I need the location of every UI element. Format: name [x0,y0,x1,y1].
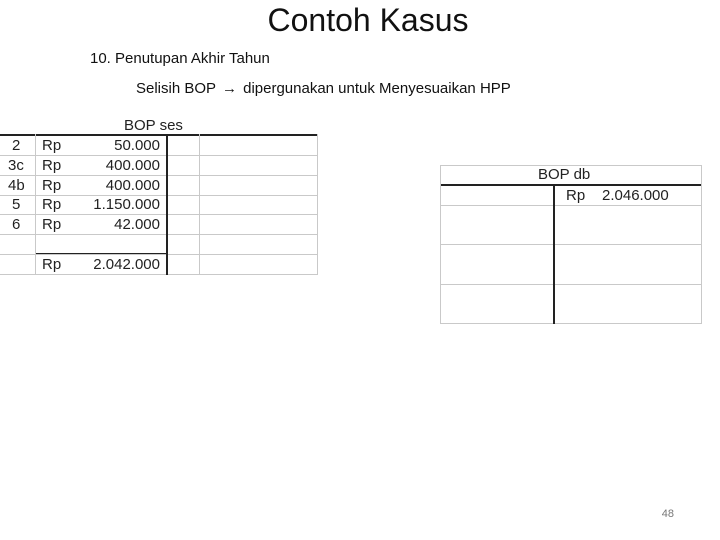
row-currency: Rp [42,196,62,213]
row-currency: Rp [42,177,62,194]
section-heading: 10. Penutupan Akhir Tahun [90,50,270,67]
arrow-right-icon: → [221,80,237,97]
entry-currency: Rp [566,187,586,204]
grid-line [701,165,702,324]
row-currency: Rp [42,157,62,174]
row-ref: 3c [8,157,24,174]
total-amount: 2.042.000 [93,256,160,273]
row-amount: 42.000 [114,216,160,233]
row-ref: 4b [8,177,25,194]
row-amount: 400.000 [105,177,160,194]
note-after: dipergunakan untuk Menyesuaikan HPP [243,80,511,97]
row-amount: 400.000 [105,157,160,174]
grid-line [440,284,702,285]
row-ref: 5 [12,196,21,213]
row-ref: 2 [12,137,21,154]
bop-db-header: BOP db [538,166,591,183]
entry-amount: 2.046.000 [602,187,669,204]
row-ref: 6 [12,216,21,233]
total-currency: Rp [42,256,62,273]
row-amount: 50.000 [114,137,160,154]
grid-line [440,205,702,206]
bop-db-center-rule [553,184,555,324]
grid-line [440,244,702,245]
note-before: Selisih BOP [136,80,216,97]
grid-line [440,165,702,166]
row-amount: 1.150.000 [93,196,160,213]
grid-line [440,165,441,324]
page-number: 48 [661,508,674,520]
slide-title: Contoh Kasus [267,2,469,38]
row-currency: Rp [42,216,62,233]
row-currency: Rp [42,137,62,154]
grid-line [440,323,702,324]
bop-ses-header: BOP ses [124,117,183,134]
